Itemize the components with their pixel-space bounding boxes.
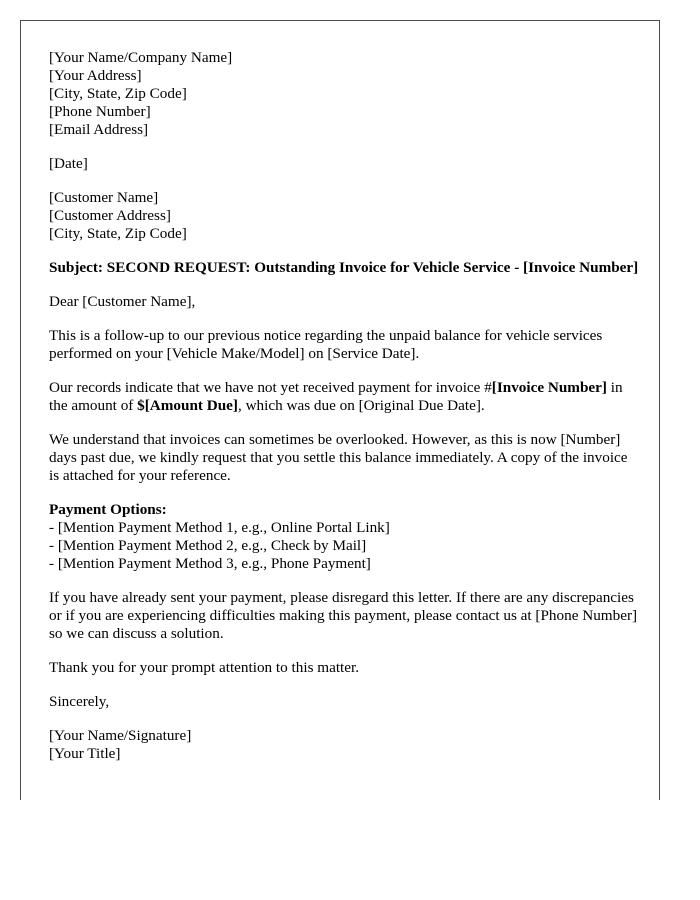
- sender-name: [Your Name/Company Name]: [49, 49, 233, 66]
- payment-options: [49, 501, 639, 573]
- paragraph-records-text-2: in the amount of: [49, 379, 623, 414]
- invoice-number: [Invoice Number]: [491, 379, 607, 396]
- paragraph-disregard: If you have already sent your payment, please disregard this letter. If there are any discrepancies or if you are experiencing difficulties making this payment, please contact us at [Phone Number] so we can discuss a solution.: [49, 589, 638, 642]
- payment-option: - [Mention Payment Method 2, e.g., Check by Mail]: [49, 537, 367, 554]
- recipient-address: [Customer Address]: [49, 207, 171, 224]
- date-block: [49, 155, 639, 173]
- signature-block: [49, 727, 639, 763]
- sender-email: [Email Address]: [49, 121, 149, 138]
- letter-body: [49, 49, 639, 779]
- paragraph-records-text-3: , which was due on [Original Due Date].: [237, 397, 485, 414]
- signature-title: [Your Title]: [49, 745, 121, 762]
- salutation: Dear [Customer Name],: [49, 293, 196, 310]
- signature-name: [Your Name/Signature]: [49, 727, 192, 744]
- recipient-city: [City, State, Zip Code]: [49, 225, 187, 242]
- amount-due: $[Amount Due]: [137, 397, 238, 414]
- sender-city: [City, State, Zip Code]: [49, 85, 187, 102]
- recipient-name: [Customer Name]: [49, 189, 159, 206]
- sender-phone: [Phone Number]: [49, 103, 151, 120]
- closing: Sincerely,: [49, 693, 110, 710]
- paragraph-thanks: Thank you for your prompt attention to this matter.: [49, 659, 360, 676]
- paragraph-overdue: We understand that invoices can sometimes be overlooked. However, as this is now [Number] days past due, we kindly request that you settle this balance immediately. A copy of the invoice is attached for your reference.: [49, 431, 628, 484]
- payment-option: - [Mention Payment Method 3, e.g., Phone Payment]: [49, 555, 371, 572]
- subject-line: Subject: SECOND REQUEST: Outstanding Invoice for Vehicle Service - [Invoice Number]: [49, 259, 639, 276]
- paragraph-records: [49, 379, 639, 415]
- letter-page: [20, 20, 660, 800]
- sender-block: [49, 49, 639, 139]
- sender-address: [Your Address]: [49, 67, 142, 84]
- paragraph-records-text-1: Our records indicate that we have not yet received payment for invoice #: [49, 379, 492, 396]
- payment-option: - [Mention Payment Method 1, e.g., Online Portal Link]: [49, 519, 390, 536]
- paragraph-followup: This is a follow-up to our previous notice regarding the unpaid balance for vehicle services performed on your [Vehicle Make/Model] on [Service Date].: [49, 327, 603, 362]
- letter-date: [Date]: [49, 155, 88, 172]
- recipient-block: [49, 189, 639, 243]
- payment-options-heading: Payment Options:: [49, 501, 167, 518]
